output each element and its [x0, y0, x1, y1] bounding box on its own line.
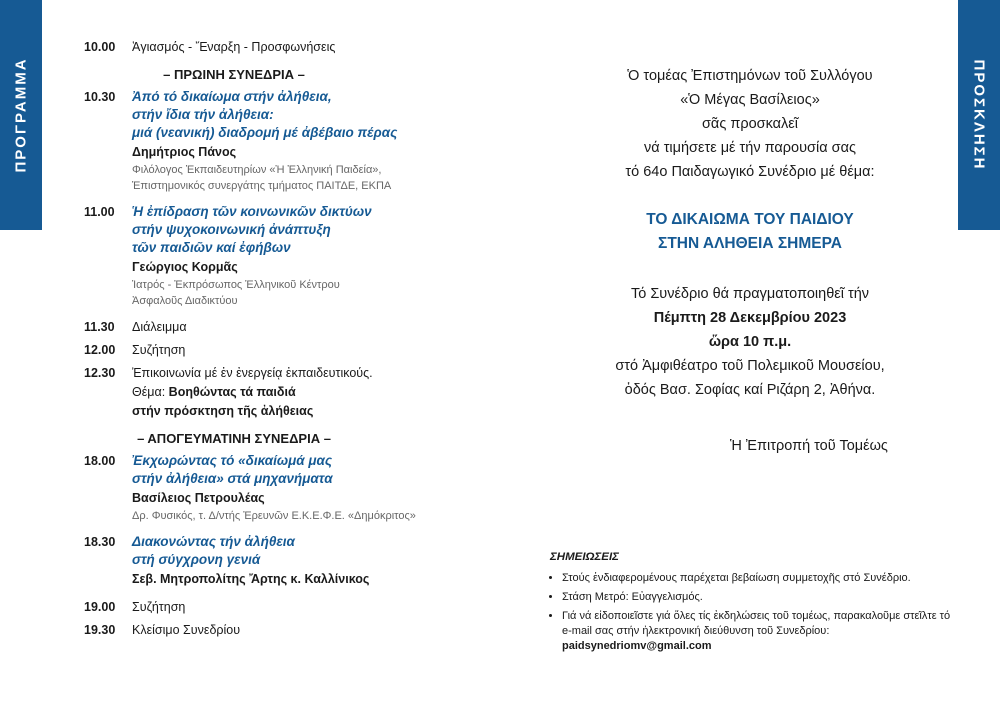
invitation-tab-label: ΠΡΟΣΚΛΗΣΗ [970, 59, 988, 171]
schedule-text: Ἁγιασμός - Ἔναρξη - Προσφωνήσεις [132, 40, 336, 54]
invitation-side-tab [958, 0, 1000, 230]
schedule-item-opening [84, 38, 484, 57]
schedule-item-closing [84, 621, 484, 640]
note-item: • Στάση Μετρό: Εὐαγγελισμός. [562, 590, 960, 605]
invitation-text [545, 64, 955, 402]
schedule-item-discussion [84, 341, 484, 360]
contact-email[interactable]: paidsynedriomv@gmail.com [562, 640, 712, 652]
talk-title-line: Ἐκχωρώντας τό «δικαίωμά μας [132, 453, 333, 468]
invitation-intro-line: Ὁ τομέας Ἐπιστημόνων τοῦ Συλλόγου [627, 68, 873, 84]
topic-line: ΤΟ ΔΙΚΑΙΩΜΑ ΤΟΥ ΠΑΙΔΙΟΥ [646, 211, 854, 228]
event-held-text: Τό Συνέδριο θά πραγματοποιηθεῖ τήν [630, 286, 870, 302]
talk-title-line: στήν ψυχοκοινωνική ἀνάπτυξη [132, 222, 331, 237]
schedule-text: Συζήτηση [132, 600, 186, 614]
theme-title-line-2: στήν πρόσκτηση τῆς ἀλήθειας [132, 404, 314, 418]
schedule-text: Ἐπικοινωνία μέ ἐν ἐνεργείᾳ ἐκπαιδευτικούς. [132, 366, 373, 380]
schedule-time: 10.00 [84, 40, 116, 54]
schedule-item-talk-3 [84, 452, 484, 524]
program-tab-label: ΠΡΟΓΡΑΜΜΑ [12, 57, 30, 173]
talk-title-line: μιά (νεανική) διαδρομή μέ ἀβέβαιο πέρας [132, 125, 398, 140]
talk-title-line: στήν ἴδια τήν ἀλήθεια: [132, 107, 274, 122]
note-item: • Στούς ἐνδιαφερομένους παρέχεται βεβαίωση συμμετοχῆς στό Συνέδριο. [562, 571, 960, 586]
speaker-name: Βασίλειος Πετρουλέας [132, 491, 265, 505]
schedule-item-break [84, 318, 484, 337]
theme-label: Θέμα: [132, 385, 169, 399]
program-schedule [84, 38, 484, 640]
event-details [545, 282, 955, 402]
talk-title-line: τῶν παιδιῶν καί ἐφήβων [132, 240, 291, 255]
event-address: ὁδός Βασ. Σοφίας καί Ριζάρη 2, Ἀθήνα. [624, 382, 876, 398]
schedule-text: Κλείσιμο Συνεδρίου [132, 623, 241, 637]
schedule-text: Διάλειμμα [132, 320, 187, 334]
schedule-text: Συζήτηση [132, 343, 186, 357]
theme-title: Βοηθώντας τά παιδιά [168, 385, 296, 399]
invitation-intro-line: σᾶς προσκαλεῖ [701, 116, 798, 132]
invitation-intro-line: νά τιμήσετε μέ τήν παρουσία σας [644, 140, 856, 156]
speaker-name: Δημήτριος Πάνος [132, 145, 237, 159]
schedule-time: 12.30 [84, 366, 116, 380]
invitation-intro-line: τό 64ο Παιδαγωγικό Συνέδριο μέ θέμα: [625, 164, 875, 180]
speaker-affiliation: Ἐπιστημονικός συνεργάτης τμήματος ΠΑΙΤΔΕ, ΕΚΠΑ [132, 180, 392, 192]
schedule-time: 18.30 [84, 535, 116, 549]
notes-list [550, 571, 960, 654]
event-time: ὥρα 10 π.μ. [708, 334, 792, 350]
notes-title: ΣΗΜΕΙΩΣΕΙΣ [550, 551, 619, 563]
schedule-item-discussion-2 [84, 598, 484, 617]
afternoon-session-header: – ΑΠΟΓΕΥΜΑΤΙΝΗ ΣΥΝΕΔΡΙΑ – [137, 431, 331, 446]
schedule-time: 11.30 [84, 320, 115, 334]
event-date: Πέμπτη 28 Δεκεμβρίου 2023 [653, 310, 847, 326]
note-item-text: Γιά νά εἰδοποιεῖστε γιά ὅλες τίς ἐκδηλώσεις τοῦ τομέως, παρακαλοῦμε στεῖλτε τό e-mail σας στήν ἠλεκτρονική διεύθυνση τοῦ Συνεδρίου: [562, 610, 951, 637]
conference-topic [545, 208, 955, 256]
note-item [562, 609, 960, 654]
schedule-item-talk-2 [84, 203, 484, 309]
speaker-name: Σεβ. Μητροπολίτης Ἄρτης κ. Καλλίνικος [132, 572, 370, 586]
talk-title-line: στή σύγχρονη γενιά [132, 552, 261, 567]
talk-title-line: Διακονώντας τήν ἀλήθεια [132, 534, 295, 549]
schedule-time: 18.00 [84, 454, 116, 468]
event-place: στό Ἀμφιθέατρο τοῦ Πολεμικοῦ Μουσείου, [615, 358, 885, 374]
speaker-affiliation: Δρ. Φυσικός, τ. Δ/ντής Ἐρευνῶν Ε.Κ.Ε.Φ.Ε. «Δημόκριτος» [132, 510, 416, 522]
schedule-time: 12.00 [84, 343, 116, 357]
talk-title-line: Ἀπό τό δικαίωμα στήν ἀλήθεια, [132, 89, 332, 104]
invitation-intro-line: «Ὁ Μέγας Βασίλειος» [680, 92, 820, 108]
schedule-time: 10.30 [84, 90, 116, 104]
speaker-affiliation: Ἰατρός - Ἐκπρόσωπος Ἑλληνικοῦ Κέντρου [132, 279, 340, 291]
schedule-item-communication [84, 364, 484, 421]
schedule-time: 19.30 [84, 623, 116, 637]
schedule-time: 19.00 [84, 600, 116, 614]
speaker-affiliation: Ἀσφαλοῦς Διαδικτύου [132, 295, 238, 307]
committee-signature: Ἡ Ἐπιτροπή τοῦ Τομέως [730, 438, 888, 454]
talk-title-line: στήν ἀλήθεια» στά μηχανήματα [132, 471, 333, 486]
topic-line: ΣΤΗΝ ΑΛΗΘΕΙΑ ΣΗΜΕΡΑ [658, 235, 842, 252]
talk-title-line: Ἡ ἐπίδραση τῶν κοινωνικῶν δικτύων [132, 204, 372, 219]
speaker-affiliation: Φιλόλογος Ἐκπαιδευτηρίων «Ἡ Ἑλληνική Παιδεία», [132, 164, 382, 176]
schedule-time: 11.00 [84, 205, 115, 219]
schedule-item-talk-4 [84, 533, 484, 589]
speaker-name: Γεώργιος Κορμᾶς [132, 260, 238, 274]
program-side-tab [0, 0, 42, 230]
schedule-item-talk-1 [84, 88, 484, 194]
notes-section [550, 550, 960, 658]
morning-session-header: – ΠΡΩΙΝΗ ΣΥΝΕΔΡΙΑ – [163, 67, 305, 82]
